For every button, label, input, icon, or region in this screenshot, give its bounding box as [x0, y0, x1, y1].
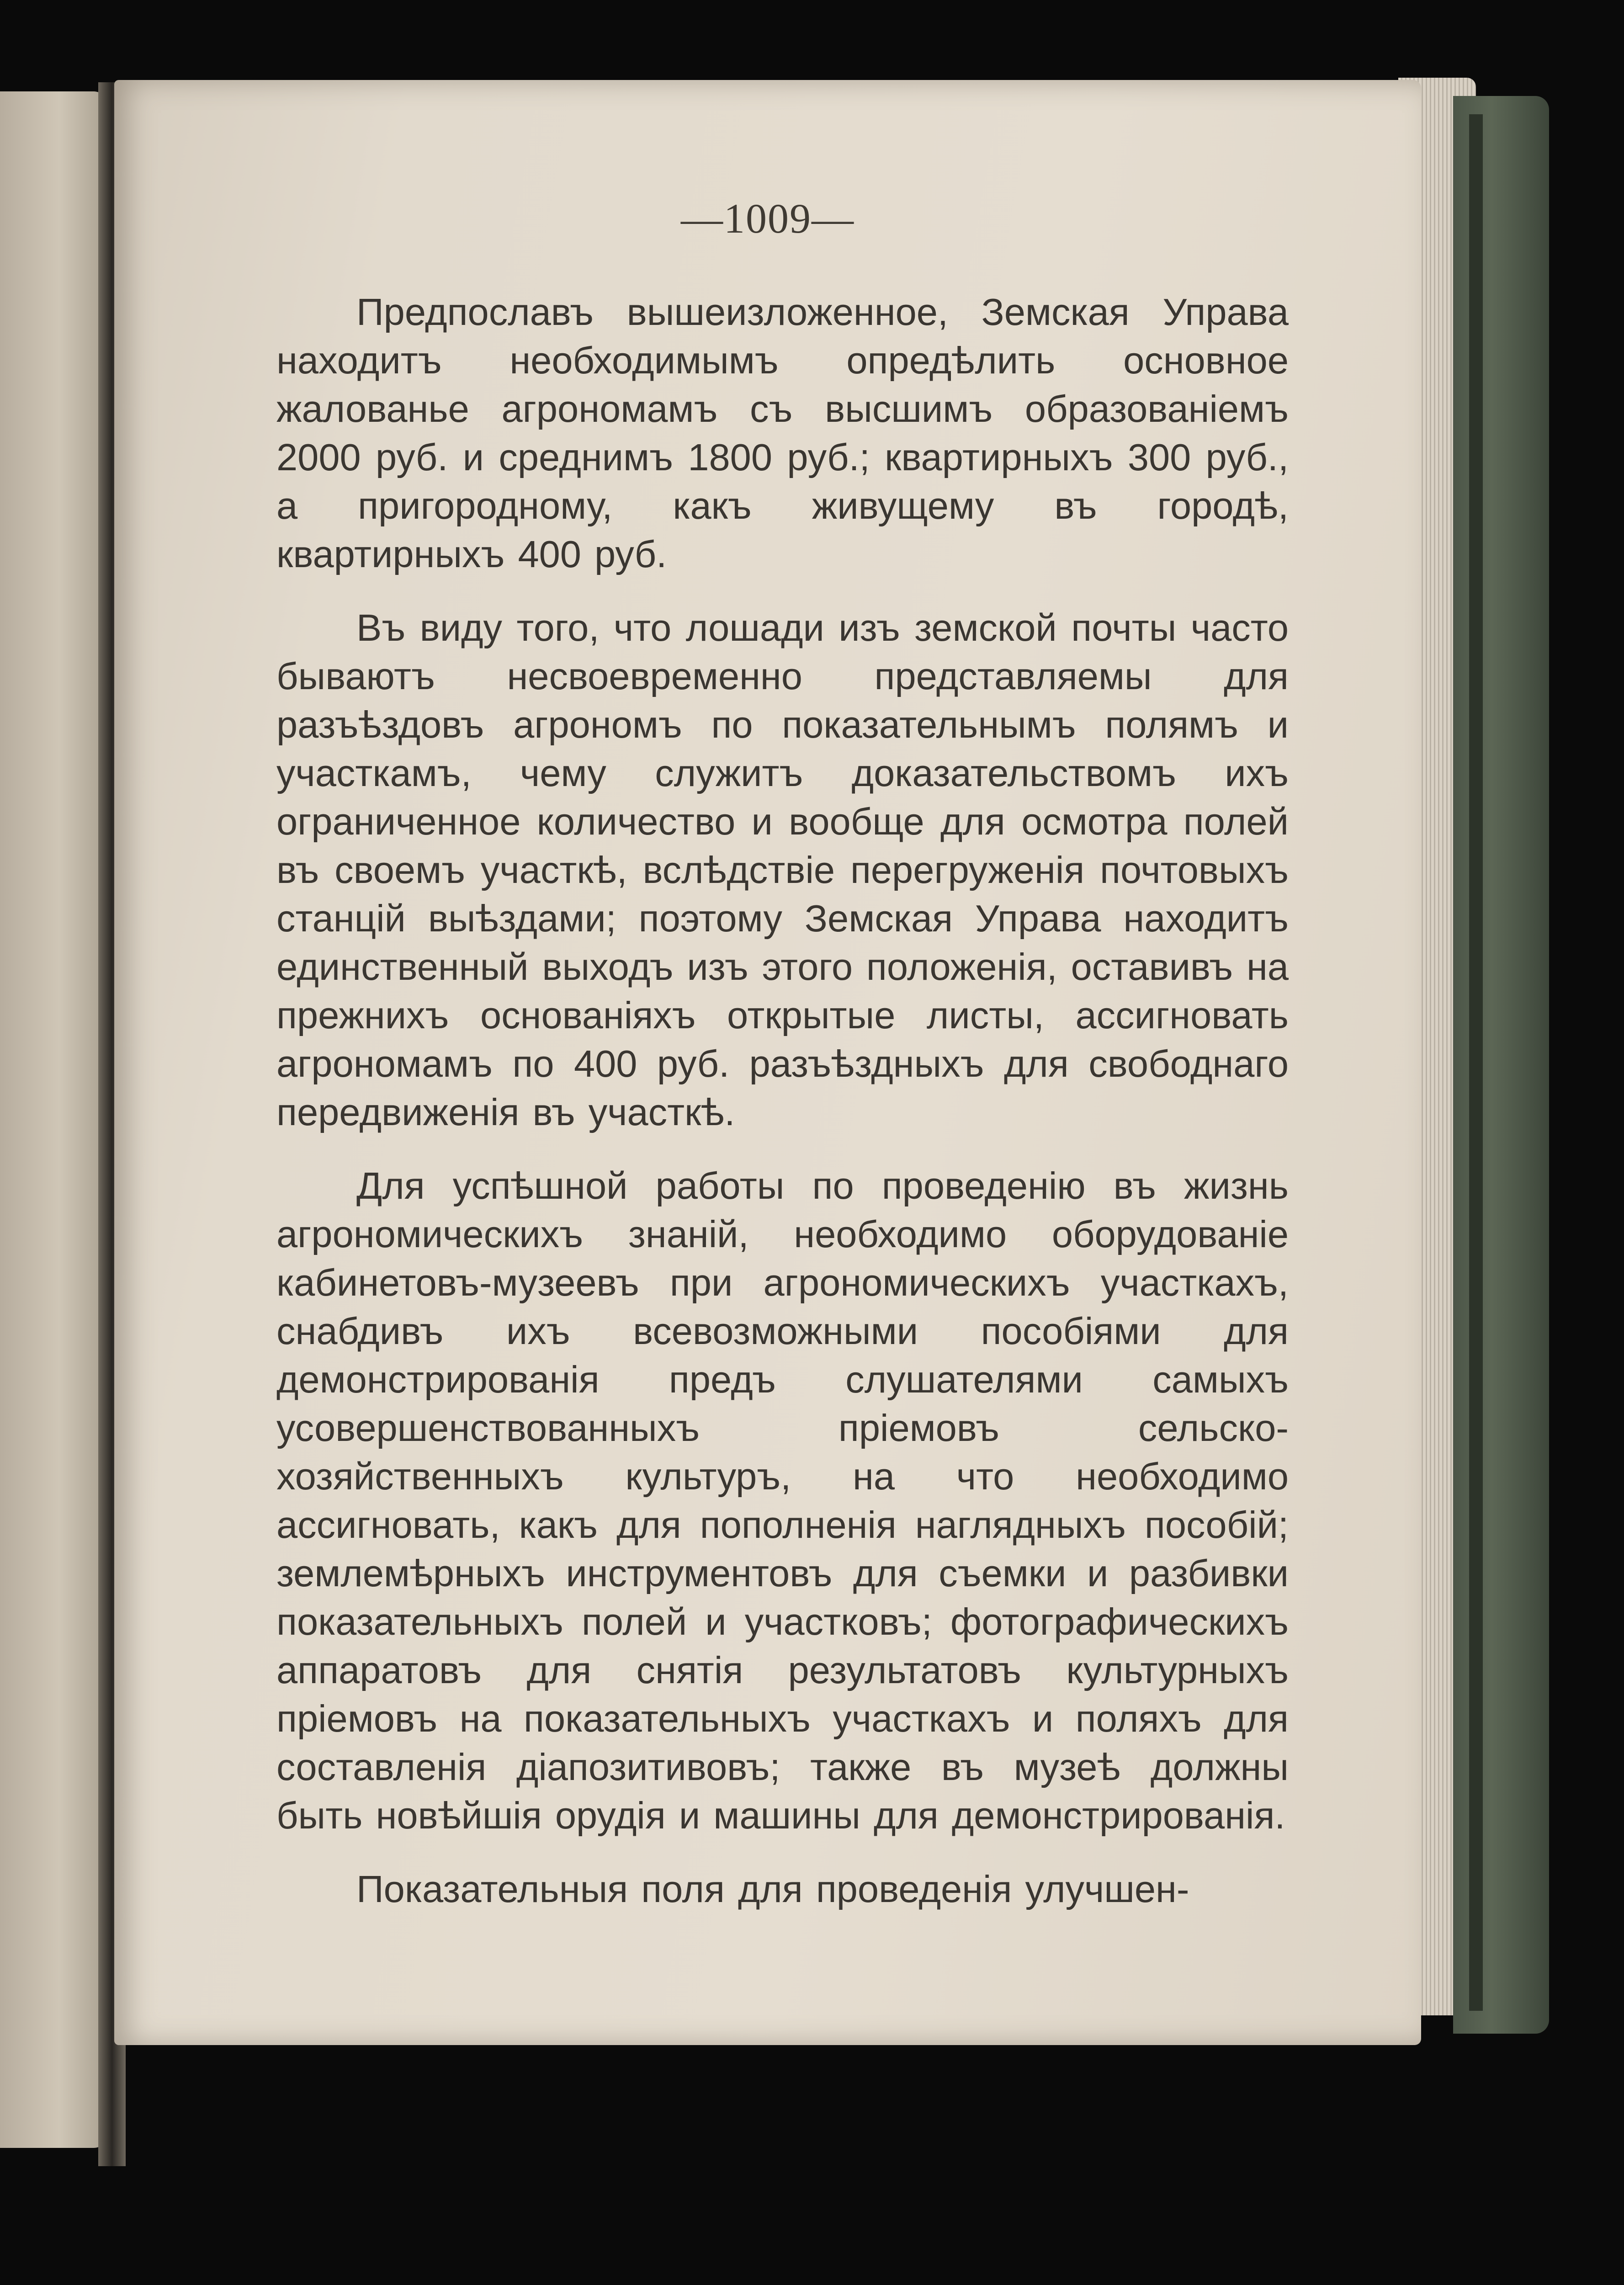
- body-text: [276, 288, 1289, 1913]
- left-page-edge: [0, 91, 107, 2148]
- paragraph: Въ виду того, что лошади изъ земской почты часто бываютъ несвоевременно представляемы для разъѣздовъ агрономъ по показательнымъ полямъ и участкамъ, чему служитъ доказательствомъ ихъ ограниченное количество и вообще для осмотра полей въ своемъ участкѣ, вслѣдствіе перегруженія почтовыхъ станцій выѣздами; поэтому Земская Управа находитъ единственный выходъ изъ этого положенія, оставивъ на прежнихъ основаніяхъ открытые листы, ассигновать агрономамъ по 400 руб. разъѣздныхъ для свободнаго передвиженія въ участкѣ.: [276, 606, 1289, 1133]
- paragraph: Для успѣшной работы по проведенію въ жизнь агрономическихъ знаній, необходимо оборудованіе кабинетовъ-музеевъ при агрономическихъ участкахъ, снабдивъ ихъ всевозможными пособіями для демонстрированія предъ слушателями самыхъ усовершенствованныхъ пріемовъ сельско-хозяйственныхъ культуръ, на что необходимо ассигновать, какъ для пополненія наглядныхъ пособій; землемѣрныхъ инструментовъ для съемки и разбивки показательныхъ полей и участковъ; фотографическихъ аппаратовъ для снятія результатовъ культурныхъ пріемовъ на показательныхъ участкахъ и поляхъ для составленія діапозитивовъ; также въ музеѣ должны быть новѣйшія орудія и машины для демонстрированія.: [276, 1164, 1289, 1837]
- page-number: —1009—: [681, 195, 854, 242]
- book-page: [114, 80, 1421, 2045]
- cover-inner-edge: [1469, 114, 1483, 2011]
- paragraph: Показательныя поля для проведенія улучшен-: [356, 1868, 1189, 1910]
- book-cover: [1453, 96, 1549, 2034]
- paragraph: Предпославъ вышеизложенное, Земская Управа находитъ необходимымъ опредѣлить основное жалованье агрономамъ съ высшимъ образованіемъ 2000 руб. и среднимъ 1800 руб.; квартирныхъ 300 руб., а пригородному, какъ живущему въ городѣ, квартирныхъ 400 руб.: [276, 291, 1289, 575]
